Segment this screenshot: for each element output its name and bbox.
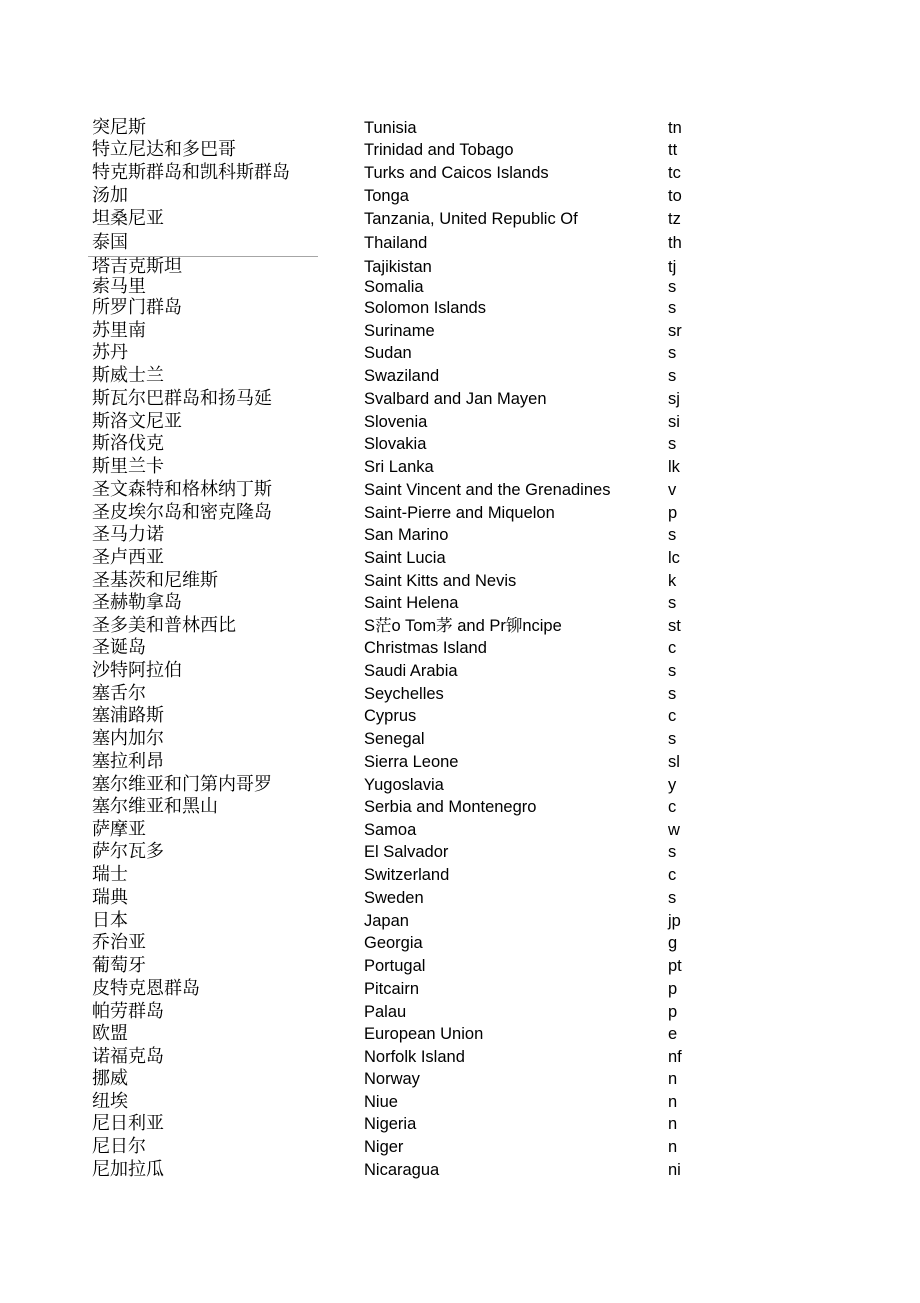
chinese-name-cell: 斯威士兰 xyxy=(92,365,164,386)
chinese-name-cell: 塞尔维亚和黑山 xyxy=(92,796,218,817)
country-code-cell: sj xyxy=(668,390,680,408)
table-row xyxy=(0,256,920,278)
english-name-cell: Niue xyxy=(364,1093,398,1111)
chinese-name-cell: 塞拉利昂 xyxy=(92,751,164,772)
chinese-name-cell: 圣多美和普林西比 xyxy=(92,615,236,636)
table-row xyxy=(0,683,920,705)
english-name-cell: Christmas Island xyxy=(364,639,487,657)
country-code-cell: s xyxy=(668,367,677,385)
country-code-cell: tj xyxy=(668,258,677,276)
country-code-cell: pt xyxy=(668,957,682,975)
chinese-name-cell: 欧盟 xyxy=(92,1023,128,1044)
table-row xyxy=(0,1068,920,1090)
table-row xyxy=(0,208,920,230)
table-row xyxy=(0,1091,920,1113)
chinese-name-cell: 圣马力诺 xyxy=(92,524,164,545)
table-row xyxy=(0,162,920,184)
table-row xyxy=(0,1159,920,1181)
english-name-cell: Palau xyxy=(364,1003,407,1021)
table-row xyxy=(0,955,920,977)
country-code-cell: s xyxy=(668,299,677,317)
chinese-name-cell: 汤加 xyxy=(92,185,128,206)
chinese-name-cell: 苏丹 xyxy=(92,342,128,363)
table-row xyxy=(0,342,920,364)
country-code-cell: n xyxy=(668,1138,678,1156)
english-name-cell: Serbia and Montenegro xyxy=(364,798,537,816)
table-row xyxy=(0,592,920,614)
chinese-name-cell: 圣皮埃尔岛和密克隆岛 xyxy=(92,502,272,523)
country-code-cell: s xyxy=(668,843,677,861)
country-code-cell: s xyxy=(668,594,677,612)
country-code-cell: lc xyxy=(668,549,680,567)
table-row xyxy=(0,433,920,455)
table-row xyxy=(0,728,920,750)
english-name-cell: Norfolk Island xyxy=(364,1048,465,1066)
chinese-name-cell: 斯里兰卡 xyxy=(92,456,164,477)
english-name-cell: Saint Kitts and Nevis xyxy=(364,572,517,590)
table-row xyxy=(0,615,920,637)
english-name-cell: Norway xyxy=(364,1070,420,1088)
country-code-cell: p xyxy=(668,504,678,522)
table-row xyxy=(0,139,920,161)
country-code-cell: s xyxy=(668,278,677,296)
english-name-cell: Georgia xyxy=(364,934,423,952)
english-name-cell: S茫o Tom茅 and Pr铆ncipe xyxy=(364,617,562,635)
english-name-cell: Nicaragua xyxy=(364,1161,440,1179)
english-name-cell: Sudan xyxy=(364,344,412,362)
chinese-name-cell: 帕劳群岛 xyxy=(92,1001,164,1022)
table-row xyxy=(0,388,920,410)
country-code-cell: s xyxy=(668,526,677,544)
table-row xyxy=(0,524,920,546)
country-code-cell: th xyxy=(668,234,682,252)
country-code-cell: s xyxy=(668,662,677,680)
english-name-cell: Yugoslavia xyxy=(364,776,444,794)
chinese-name-cell: 斯瓦尔巴群岛和扬马延 xyxy=(92,388,272,409)
country-code-cell: si xyxy=(668,413,680,431)
english-name-cell: Saudi Arabia xyxy=(364,662,458,680)
table-row xyxy=(0,796,920,818)
english-name-cell: Tanzania, United Republic Of xyxy=(364,210,578,228)
chinese-name-cell: 沙特阿拉伯 xyxy=(92,660,182,681)
english-name-cell: Portugal xyxy=(364,957,426,975)
country-code-cell: nf xyxy=(668,1048,682,1066)
english-name-cell: Sweden xyxy=(364,889,424,907)
country-code-cell: c xyxy=(668,639,677,657)
english-name-cell: Tajikistan xyxy=(364,258,432,276)
chinese-name-cell: 圣诞岛 xyxy=(92,637,146,658)
chinese-name-cell: 诺福克岛 xyxy=(92,1046,164,1067)
row-divider xyxy=(88,256,318,257)
table-row xyxy=(0,887,920,909)
english-name-cell: Saint Lucia xyxy=(364,549,446,567)
chinese-name-cell: 尼日利亚 xyxy=(92,1113,164,1134)
country-code-cell: tz xyxy=(668,210,681,228)
country-code-cell: sr xyxy=(668,322,682,340)
chinese-name-cell: 萨摩亚 xyxy=(92,819,146,840)
english-name-cell: Japan xyxy=(364,912,409,930)
table-row xyxy=(0,637,920,659)
english-name-cell: Saint Helena xyxy=(364,594,459,612)
table-row xyxy=(0,502,920,524)
chinese-name-cell: 所罗门群岛 xyxy=(92,297,182,318)
english-name-cell: Swaziland xyxy=(364,367,440,385)
country-code-cell: sl xyxy=(668,753,680,771)
table-row xyxy=(0,910,920,932)
chinese-name-cell: 瑞士 xyxy=(92,864,128,885)
english-name-cell: Slovakia xyxy=(364,435,427,453)
country-code-cell: s xyxy=(668,344,677,362)
english-name-cell: Switzerland xyxy=(364,866,450,884)
table-row xyxy=(0,1136,920,1158)
table-row xyxy=(0,932,920,954)
country-code-cell: n xyxy=(668,1115,678,1133)
english-name-cell: Turks and Caicos Islands xyxy=(364,164,549,182)
table-row xyxy=(0,841,920,863)
country-code-cell: tc xyxy=(668,164,681,182)
english-name-cell: Sri Lanka xyxy=(364,458,434,476)
country-code-cell: n xyxy=(668,1093,678,1111)
chinese-name-cell: 塔吉克斯坦 xyxy=(92,256,182,277)
country-code-cell: c xyxy=(668,707,677,725)
table-row xyxy=(0,297,920,319)
english-name-cell: Somalia xyxy=(364,278,424,296)
chinese-name-cell: 斯洛伐克 xyxy=(92,433,164,454)
table-row xyxy=(0,1001,920,1023)
country-code-cell: n xyxy=(668,1070,678,1088)
country-code-cell: s xyxy=(668,435,677,453)
country-code-cell: p xyxy=(668,980,678,998)
chinese-name-cell: 葡萄牙 xyxy=(92,955,146,976)
chinese-name-cell: 塞浦路斯 xyxy=(92,705,164,726)
chinese-name-cell: 圣卢西亚 xyxy=(92,547,164,568)
english-name-cell: Samoa xyxy=(364,821,417,839)
table-row xyxy=(0,774,920,796)
table-row xyxy=(0,365,920,387)
chinese-name-cell: 萨尔瓦多 xyxy=(92,841,164,862)
table-row xyxy=(0,479,920,501)
chinese-name-cell: 斯洛文尼亚 xyxy=(92,411,182,432)
table-row xyxy=(0,185,920,207)
country-code-cell: jp xyxy=(668,912,681,930)
chinese-name-cell: 圣文森特和格林纳丁斯 xyxy=(92,479,272,500)
english-name-cell: Suriname xyxy=(364,322,435,340)
chinese-name-cell: 坦桑尼亚 xyxy=(92,208,164,229)
table-row xyxy=(0,232,920,254)
country-code-cell: lk xyxy=(668,458,680,476)
english-name-cell: Sierra Leone xyxy=(364,753,459,771)
english-name-cell: Nigeria xyxy=(364,1115,417,1133)
english-name-cell: Slovenia xyxy=(364,413,428,431)
country-code-cell: s xyxy=(668,685,677,703)
chinese-name-cell: 皮特克恩群岛 xyxy=(92,978,200,999)
english-name-cell: Trinidad and Tobago xyxy=(364,141,514,159)
country-code-cell: ni xyxy=(668,1161,681,1179)
country-code-cell: g xyxy=(668,934,678,952)
english-name-cell: Senegal xyxy=(364,730,425,748)
english-name-cell: El Salvador xyxy=(364,843,449,861)
chinese-name-cell: 泰国 xyxy=(92,232,128,253)
table-row xyxy=(0,411,920,433)
country-code-cell: tt xyxy=(668,141,678,159)
english-name-cell: Pitcairn xyxy=(364,980,420,998)
country-code-cell: c xyxy=(668,866,677,884)
table-row xyxy=(0,1023,920,1045)
chinese-name-cell: 突尼斯 xyxy=(92,117,146,138)
table-row xyxy=(0,978,920,1000)
chinese-name-cell: 圣赫勒拿岛 xyxy=(92,592,182,613)
chinese-name-cell: 尼日尔 xyxy=(92,1136,146,1157)
chinese-name-cell: 纽埃 xyxy=(92,1091,128,1112)
table-row xyxy=(0,117,920,139)
table-row xyxy=(0,456,920,478)
chinese-name-cell: 塞舌尔 xyxy=(92,683,146,704)
english-name-cell: Cyprus xyxy=(364,707,417,725)
english-name-cell: Saint-Pierre and Miquelon xyxy=(364,504,555,522)
chinese-name-cell: 特立尼达和多巴哥 xyxy=(92,139,236,160)
country-code-cell: y xyxy=(668,776,677,794)
english-name-cell: Niger xyxy=(364,1138,404,1156)
country-code-cell: s xyxy=(668,889,677,907)
english-name-cell: Tonga xyxy=(364,187,409,205)
country-code-cell: k xyxy=(668,572,677,590)
table-row xyxy=(0,276,920,298)
english-name-cell: Saint Vincent and the Grenadines xyxy=(364,481,611,499)
country-code-cell: w xyxy=(668,821,680,839)
table-row xyxy=(0,1113,920,1135)
table-row xyxy=(0,751,920,773)
country-code-cell: e xyxy=(668,1025,678,1043)
country-code-cell: c xyxy=(668,798,677,816)
country-code-cell: tn xyxy=(668,119,682,137)
table-row xyxy=(0,705,920,727)
chinese-name-cell: 塞尔维亚和门第内哥罗 xyxy=(92,774,272,795)
chinese-name-cell: 圣基茨和尼维斯 xyxy=(92,570,218,591)
chinese-name-cell: 索马里 xyxy=(92,276,146,297)
english-name-cell: Tunisia xyxy=(364,119,417,137)
table-row xyxy=(0,570,920,592)
table-row xyxy=(0,864,920,886)
english-name-cell: Thailand xyxy=(364,234,428,252)
chinese-name-cell: 塞内加尔 xyxy=(92,728,164,749)
english-name-cell: Solomon Islands xyxy=(364,299,486,317)
country-code-cell: v xyxy=(668,481,677,499)
table-row xyxy=(0,819,920,841)
country-code-cell: st xyxy=(668,617,681,635)
chinese-name-cell: 瑞典 xyxy=(92,887,128,908)
english-name-cell: Seychelles xyxy=(364,685,444,703)
country-code-cell: to xyxy=(668,187,682,205)
table-row xyxy=(0,1046,920,1068)
chinese-name-cell: 日本 xyxy=(92,910,128,931)
chinese-name-cell: 苏里南 xyxy=(92,320,146,341)
english-name-cell: San Marino xyxy=(364,526,449,544)
chinese-name-cell: 乔治亚 xyxy=(92,932,146,953)
country-code-cell: p xyxy=(668,1003,678,1021)
chinese-name-cell: 特克斯群岛和凯科斯群岛 xyxy=(92,162,290,183)
country-code-cell: s xyxy=(668,730,677,748)
chinese-name-cell: 挪威 xyxy=(92,1068,128,1089)
english-name-cell: European Union xyxy=(364,1025,484,1043)
chinese-name-cell: 尼加拉瓜 xyxy=(92,1159,164,1180)
table-row xyxy=(0,660,920,682)
table-row xyxy=(0,547,920,569)
table-row xyxy=(0,320,920,342)
english-name-cell: Svalbard and Jan Mayen xyxy=(364,390,547,408)
